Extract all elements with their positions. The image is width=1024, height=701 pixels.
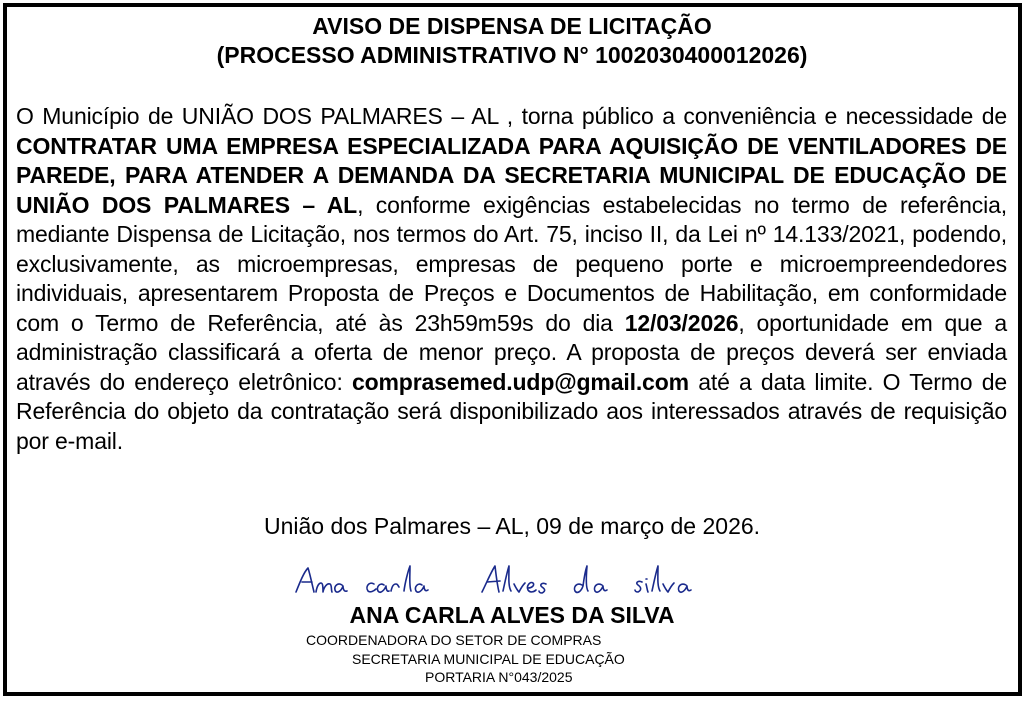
body-intro: O Município de UNIÃO DOS PALMARES – AL , torna público a conveniência e necessidade de [16, 103, 1007, 129]
signatory-portaria: PORTARIA N°043/2025 [425, 669, 573, 685]
contract-object: CONTRATAR UMA EMPRESA ESPECIALIZADA PARA AQUISIÇÃO DE VENTILADORES DE PAREDE, PARA ATENDER A DEMANDA DA SECRETARIA MUNICIPAL DE EDUCAÇÃO DE UNIÃO DOS PALMARES – AL [16, 132, 1007, 218]
handwritten-signature [290, 556, 730, 600]
notice-title: AVISO DE DISPENSA DE LICITAÇÃO [312, 13, 712, 39]
place-and-date: União dos Palmares – AL, 09 de março de 2026. [263, 513, 761, 539]
signatory-department: SECRETARIA MUNICIPAL DE EDUCAÇÃO [352, 651, 625, 667]
notice-body [16, 102, 1007, 456]
signatory-role: COORDENADORA DO SETOR DE COMPRAS [306, 632, 602, 648]
process-number-title: (PROCESSO ADMINISTRATIVO N° 1002030400012026) [216, 42, 808, 68]
body-middle: , conforme exigências estabelecidas no termo de referência, mediante Dispensa de Licitação, nos termos do Art. 75, inciso II, da Lei nº 14.133/2021, podendo, exclusivamente, as microempresas, empresas de pequeno porte e microempreendedores individuais, apresentarem Proposta de Preços e Documentos de Habilitação, em conformidade com o Termo de Referência, até às 23h59m59s do dia [16, 191, 1007, 336]
contact-email: comprasemed.udp@gmail.com [351, 368, 689, 395]
body-after-deadline: , oportunidade em que a administração classificará a oferta de menor preço. A proposta de preços deverá ser enviada através do endereço eletrônico: [16, 309, 1008, 395]
body-end: até a data limite. O Termo de Referência do objeto da contratação será disponibilizado aos interessados através de requisição por e-mail. [16, 368, 1007, 454]
signatory-name: ANA CARLA ALVES DA SILVA [349, 602, 675, 628]
deadline-date: 12/03/2026 [624, 309, 739, 336]
